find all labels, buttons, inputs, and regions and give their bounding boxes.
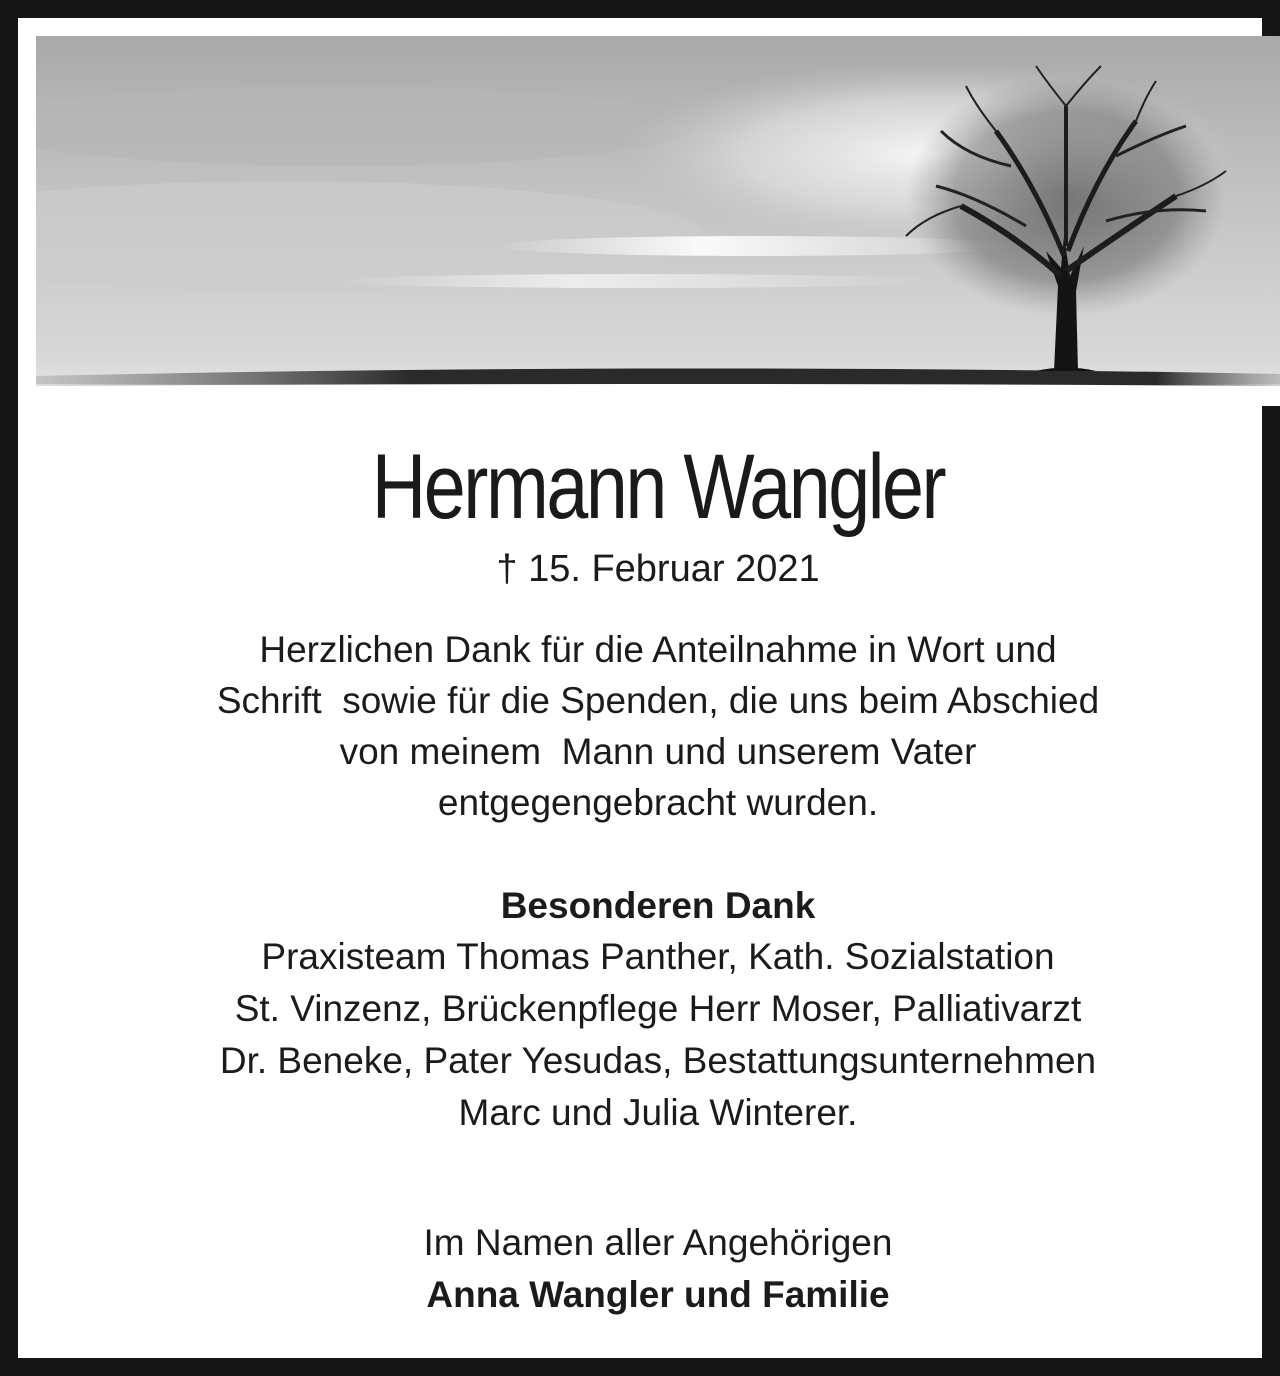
thanks-line: Herzlichen Dank für die Anteilnahme in Wort und (259, 629, 1057, 670)
special-thanks-line: Marc und Julia Winterer. (458, 1092, 858, 1133)
thanks-line: Schrift sowie für die Spenden, die uns beim Abschied (216, 680, 1100, 721)
special-thanks-line: Praxisteam Thomas Panther, Kath. Sozialstation (261, 936, 1055, 977)
tree-landscape (36, 36, 1280, 406)
closing-line: Im Namen aller Angehörigen (423, 1222, 893, 1263)
notice-text (36, 418, 1280, 1321)
special-thanks-line: St. Vinzenz, Brückenpflege Herr Moser, Palliativarzt (234, 988, 1082, 1029)
header-landscape-image (36, 36, 1280, 406)
thanks-line: entgegengebracht wurden. (437, 782, 879, 823)
thanks-paragraph (36, 624, 1280, 828)
thanks-line: von meinem Mann und unserem Vater (339, 731, 977, 772)
family-signature: Anna Wangler und Familie (426, 1274, 890, 1315)
special-thanks-line: Dr. Beneke, Pater Yesudas, Bestattungsunternehmen (219, 1040, 1097, 1081)
special-thanks-title: Besonderen Dank (500, 885, 816, 926)
death-date: † 15. Februar 2021 (496, 548, 820, 590)
deceased-name: Hermann Wangler (371, 436, 945, 538)
special-thanks-list (36, 931, 1280, 1139)
